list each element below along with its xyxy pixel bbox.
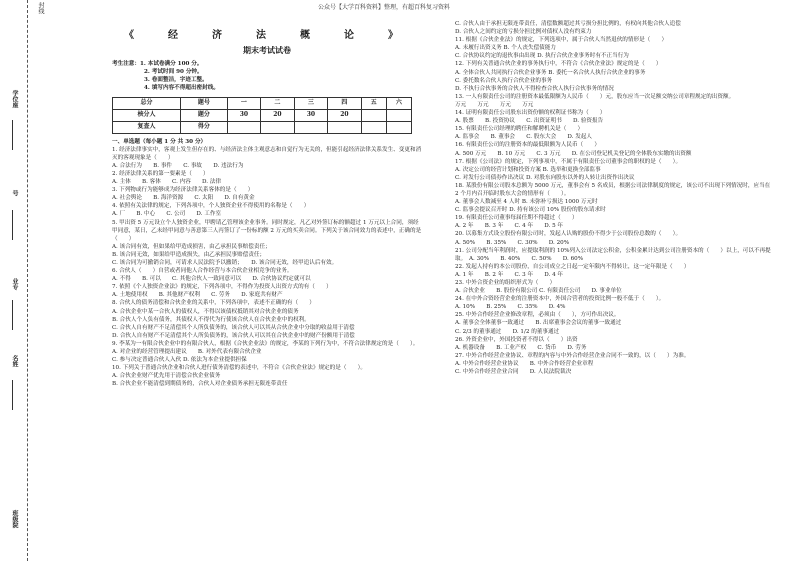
score-row-1 <box>113 97 412 109</box>
question-line: 26. 外资企业中，外国投资者不得以（ ）出资 <box>455 336 578 343</box>
question-line: 13. 一人有限责任公司的注册资本最低限额为人民币（ ）元，股东应当一次足额交纳公司章程规定的出资额。 <box>455 93 735 100</box>
note-line: 考生注意：1. 本试卷满分 100 分。 <box>112 61 203 68</box>
score-cell <box>386 121 411 133</box>
binding-field-major: 业专 <box>11 278 18 290</box>
exam-notes <box>112 60 422 92</box>
course-title: 《 经 济 法 概 论 》 <box>124 30 410 41</box>
question-line: 25. 中外合作经营企业修改章程，必须由（ ），方可作出决议。 <box>455 312 620 319</box>
score-cell: 30 <box>294 109 328 121</box>
question-line: 20. 以募集方式设立股份有限公司时，发起人认购的股份不得少于公司股份总数的（ ）。 <box>455 231 682 238</box>
score-cell <box>261 121 295 133</box>
question-line: 10. 下列关于普通合伙企业和合伙人进行债务清偿的表述中，不符合《合伙企业法》规定的是（ ）。 <box>112 365 367 372</box>
binding-underline <box>12 210 14 240</box>
right-column <box>455 20 775 376</box>
question-line: A. 2 年 B. 3 年 C. 4 年 D. 5 年 <box>455 223 564 230</box>
question-line: A. 合法行为 B. 事件 C. 事故 D. 违法行为 <box>112 162 244 169</box>
score-cell: 复查人 <box>113 121 181 133</box>
note-line: 2. 考试时间 90 分钟。 <box>144 69 203 76</box>
question-line: 27. 中外合作经营企业协议、章程的内容与中外合作经营企业合同不一致的，以（ ）为准。 <box>455 352 690 359</box>
question-line: B. 该合同无效，如果给甲造成损失，由乙承担民事赔偿责任； <box>112 251 266 258</box>
score-cell: 二 <box>261 97 295 109</box>
question-line: 19. 有限责任公司董事每届任期不得超过（ ） <box>455 215 578 222</box>
question-line: A. 全体合伙人共同执行合伙企业事务 B. 委托一名合伙人执行合伙企业的事务 <box>455 69 646 76</box>
question-line: 1. 经济法律事实中，客观上发生但存在的、与经济法主体主观意志和自觉行为无关的，但能引起经济法律关系发生、变更和消灭的客观现象是（ ） <box>112 146 422 161</box>
question-line: 24. 在中外合资经营企业的注册资本中，外国合营者的投资比例一般不低于（ ）。 <box>455 296 665 303</box>
question-line: A. 董事会人数减至 4 人时 B. 未弥补亏损达 1000 万元时 <box>455 199 598 206</box>
question-line: C. 2/3 的董事通过 D. 1/2 的董事通过 <box>455 328 560 335</box>
binding-field-number: 号 <box>11 190 18 196</box>
binding-underline <box>12 120 14 150</box>
score-cell: 得分 <box>181 121 228 133</box>
question-line: A. 决定公司的经营计划和投资方案 B. 选举和更换全部监事 <box>455 166 601 173</box>
score-cell <box>361 121 386 133</box>
question-line: 22. 发起人持有的本公司股份，自公司成立之日起一定年限内不得转让，这一定年限是（ ） <box>455 263 690 270</box>
question-line: A. 合伙企业 B. 股份有限公司 C. 有限责任公司 D. 事业单位 <box>455 288 622 295</box>
question-line: A. 股票 B. 投资协议 C. 出资证明书 D. 验资报告 <box>455 118 604 125</box>
question-line: B. 合伙人个人负有债务，其债权人不得代为行使该合伙人在合伙企业中的权利。 <box>112 316 310 323</box>
question-line: B. 合伙企业不能清偿到期债务的，合伙人对企业债务承担无限连带责任 <box>112 381 288 388</box>
question-line: C. 合伙协议约定的退伙事由出现 D. 执行合伙企业事务时有不正当行为 <box>455 53 629 60</box>
question-line: 15. 有限责任公司经理的聘任和解聘机关是（ ） <box>455 126 584 133</box>
question-line: D. 不执行合伙事务的合伙人不得检查合伙人执行合伙事务的情况 <box>455 85 614 92</box>
question-line: A. 50% B. 35% C. 30% D. 20% <box>455 239 570 246</box>
question-line: 万元 万元 万元 万元 <box>455 101 534 108</box>
score-cell <box>361 109 386 121</box>
question-line: A. 机器设备 B. 工业产权 C. 货币 D. 劳务 <box>455 344 587 351</box>
score-cell: 核分人 <box>113 109 181 121</box>
question-line: A. 土地使用权 B. 其他财产权利 C. 劳务 D. 家庭共有财产 <box>112 292 283 299</box>
binding-margin <box>0 0 50 561</box>
question-line: 14. 证明有限责任公司股东出资份额的权利证书称为（ ） <box>455 110 606 117</box>
binding-top-label: 封线 <box>37 2 44 14</box>
score-cell <box>294 121 328 133</box>
question-line: 23. 中外合资企业的组织形式为（ ） <box>455 280 556 286</box>
binding-underline <box>12 380 14 410</box>
question-line: A. 10% B. 25% C. 35% D. 4% <box>455 304 566 311</box>
question-line: A. 厂 B. 中心 C. 公司 D. 工作室 <box>112 211 222 218</box>
score-cell: 一 <box>227 97 261 109</box>
binding-underline <box>12 300 14 330</box>
question-line: 17. 根据《公司法》的规定，下列事项中，不属于有限责任公司董事会的职权的是（ ）。 <box>455 158 682 165</box>
question-line: 16. 有限责任公司的注册资本的最低限额为人民币（ ） <box>455 142 600 149</box>
left-question-list <box>112 138 422 389</box>
question-line: A. 主体 B. 客体 C. 内容 D. 法律 <box>112 179 222 186</box>
question-line: 18. 某股份有限公司股本总额为 5000 万元，董事会有 5 名成员，根据公司法律制度的规定，该公司不出现下列情况时，应当在 2 个月内召开临时股东大会的情形有（ ）。 <box>455 182 771 197</box>
question-line: A. 未履行出资义务 B. 个人丧失偿债能力 <box>455 45 556 52</box>
question-line: 4. 依照有关法律的规定，下列各项中，个人独资企业不得使用的名称是（ ） <box>112 203 310 210</box>
score-cell: 20 <box>261 109 295 121</box>
score-table <box>112 97 412 134</box>
question-line: D. 合伙人之间约定的亏损分担比例对债权人没有约束力 <box>455 29 592 36</box>
question-line: 7. 依照《个人独资企业法》的规定，下列各项中，不得作为投资人出资方式的有（ ） <box>112 284 332 291</box>
question-line: C. 合伙人由于承担无限连带责任，清偿数额超过其亏损分担比例的，有权向其他合伙人追偿 <box>455 21 681 27</box>
question-line: A. 500 万元 B. 10 万元 C. 3 万元 D. 在公司登记机关登记的全体股东实缴的出资额 <box>455 150 692 157</box>
question-line: D. 合伙人自有财产不足清偿其个人所负债务的，该合伙人可以其在合伙企业中的财产份额用于清偿 <box>112 332 355 339</box>
question-line: 3. 下列物或行为能够成为经济法律关系客体的是（ ） <box>112 187 254 194</box>
question-line: C. 监事会提议召开时 D. 持有该公司 10% 股份的股东请求时 <box>455 207 606 214</box>
score-cell: 六 <box>386 97 411 109</box>
exam-title: 期末考试试卷 <box>243 45 291 56</box>
question-line: C. 参与决定普通合伙人入伙 D. 依法为本企业提供担保 <box>112 357 247 364</box>
score-cell: 三 <box>294 97 328 109</box>
question-line: A. 监事会 B. 董事会 C. 股东大会 D. 发起人 <box>455 134 593 141</box>
question-line: 9. 李某为一有限合伙企业中的有限合伙人，根据《合伙企业法》的规定，李某的下列行为中，不符合法律规定的是（ ）。 <box>112 340 419 347</box>
question-line: C. 委托数名合伙人执行合伙企业的事务 <box>455 77 553 84</box>
score-cell <box>328 121 362 133</box>
question-line: A. 合伙企业财产优先用于清偿合伙企业债务 <box>112 373 221 380</box>
score-row-2 <box>113 109 412 121</box>
binding-field-seat: 学位座 <box>11 90 18 108</box>
question-line: C. 对发行公司债券作出决议 D. 对股东向股东以外的人转让出资作出决议 <box>455 174 635 181</box>
question-line: 21. 公司分配当年利润时，应提取利润的 10%列入公司法定公积金，公积金累计达到公司注册资本的（ ）以上，可以不再提取。 A. 30% B. 40% C. 50% D. 60% <box>455 247 771 262</box>
binding-line <box>27 0 28 561</box>
question-line: A. 不得 B. 可以 C. 其他合伙人一致同意可以 D. 合伙协议约定就可以 <box>112 276 311 283</box>
binding-field-name: 名姓 <box>11 355 18 367</box>
right-question-list <box>455 20 775 376</box>
question-line: 12. 下列有关普通合伙企业的事务执行中，不符合《合伙企业法》规定的是（ ） <box>455 61 662 68</box>
question-line: C. 合伙人自有财产不足清偿其个人所负债务的，该合伙人可以其从合伙企业中分取的收益用于清偿 <box>112 324 355 331</box>
score-cell <box>227 121 261 133</box>
score-cell: 题号 <box>181 97 228 109</box>
question-line: 8. 合伙人的债务清偿和合伙企业的关系中，下列各项中，表述不正确的有（ ） <box>112 300 315 307</box>
score-cell <box>386 109 411 121</box>
question-line: A. 董事会全体董事一致通过 B. 出席董事会会议的董事一致通过 <box>455 320 622 327</box>
question-line: C. 该合同为可撤销合同，可请求人民法院予以撤销； D. 该合同无效，经甲追认后有效。 <box>112 259 338 266</box>
question-line: 一、单选题（每小题 1 分 共 30 分） <box>112 138 207 145</box>
score-cell: 五 <box>361 97 386 109</box>
question-line: 6. 合伙人（ ）自营或者同他人合作经营与本合伙企业相竞争的业务。 <box>112 268 293 275</box>
question-line: A. 中外合作经营企业协议 B. 中外合作经营企业章程 <box>455 360 594 367</box>
question-line: A. 对企业的经营管理提出建议 B. 对外代表有限合伙企业 <box>112 349 262 355</box>
score-row-3 <box>113 121 412 133</box>
score-cell: 20 <box>328 109 362 121</box>
left-column <box>112 14 422 388</box>
score-cell: 题分 <box>181 109 228 121</box>
page-header-note: 公众号【大学百科资料】整理，有超百科复习资料 <box>318 4 451 11</box>
question-line: C. 中外合作经营企业合同 D. 人民法院裁决 <box>455 369 572 376</box>
question-line: A. 社会舆论 B. 海洋资源 C. 太阳 D. 自有黄金 <box>112 195 255 202</box>
score-cell: 总分 <box>113 97 181 109</box>
score-cell: 30 <box>227 109 261 121</box>
binding-field-class: 班级院 <box>11 510 18 528</box>
note-line: 4. 填写内容不得超出密封线。 <box>144 85 219 92</box>
note-line: 3. 卷面整洁，字迹工整。 <box>144 77 208 84</box>
question-line: 2. 经济法律关系的第一要素是（ ） <box>112 170 209 177</box>
question-line: 5. 甲出资 5 万元设立个人独资企业，甲聘请乙管理该企业事务。同时规定，凡乙对外签订标的额超过 1 万元以上合同，须经甲同意，某日，乙未经甲同意与善意第三人丙签订了一份标的额 2 万元的买卖合同。下列关于该合同效力的表述中，正确的是（ ） <box>112 219 422 242</box>
question-line: 11. 根据《合伙企业法》的规定，下列选项中，属于合伙人当然退伙的情形是（ ） <box>455 37 668 44</box>
score-cell: 四 <box>328 97 362 109</box>
question-line: A. 该合同有效，但如果给甲造成损害，由乙承担民事赔偿责任； <box>112 243 271 250</box>
question-line: A. 1 年 B. 2 年 C. 3 年 D. 4 年 <box>455 271 564 278</box>
question-line: A. 合伙企业中某一合伙人的债权人，不得以该债权抵销其对合伙企业的债务 <box>112 308 299 315</box>
